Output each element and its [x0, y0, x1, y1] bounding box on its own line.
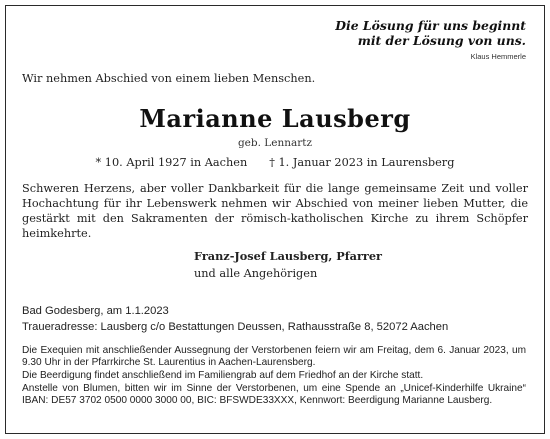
maiden-name: geb. Lennartz [237, 137, 313, 149]
note-donation: Anstelle von Blumen, bitten wir im Sinne der Verstorbenen, um eine Spende an „Unicef-Kinderhilfe Ukraine“ IBAN: DE57 3702 0500 0000 3000 00, BIC: BFSWDE33XXX, Kennwort: Beerdigung Marianne Lausberg. [22, 383, 526, 406]
note-burial: Die Beerdigung findet anschließend im Familiengrab auf dem Friedhof an der Kirche statt. [22, 370, 424, 381]
intro-text: Wir nehmen Abschied von einem lieben Menschen. [22, 72, 316, 85]
place-date: Bad Godesberg, am 1.1.2023 [22, 305, 169, 317]
funeral-notes [22, 345, 526, 408]
condolence-address: Traueradresse: Lausberg c/o Bestattungen Deussen, Rathausstraße 8, 52072 Aachen [22, 321, 449, 333]
signer-name: Franz-Josef Lausberg, Pfarrer [194, 249, 382, 263]
mourning-message: Schweren Herzens, aber voller Dankbarkeit für die lange gemeinsame Zeit und voller Hochachtung für ihr Lebenswerk nehmen wir Abschied von meiner lieben Mutter, die gestärkt mit den Sakramenten der römisch-katholischen Kirche zu ihrem Schöpfer heimkehrte. [22, 182, 528, 240]
birth-date: * 10. April 1927 in Aachen [95, 156, 248, 169]
note-exequies: Die Exequien mit anschließender Aussegnung der Verstorbenen feiern wir am Freitag, dem 6. Januar 2023, um 9.30 Uhr in der Pfarrkirche St. Laurentius in Aachen-Laurensberg. [22, 345, 526, 368]
motto-quote [286, 18, 526, 62]
deceased-name: Marianne Lausberg [139, 104, 411, 133]
life-dates [0, 156, 550, 169]
motto-author: Klaus Hemmerle [470, 52, 526, 61]
signature-block [194, 248, 382, 282]
signer-others: und alle Angehörigen [194, 267, 318, 280]
motto-line-2: mit der Lösung von uns. [357, 33, 526, 48]
motto-line-1: Die Lösung für uns beginnt [335, 18, 526, 33]
death-date: † 1. Januar 2023 in Laurensberg [269, 156, 455, 169]
